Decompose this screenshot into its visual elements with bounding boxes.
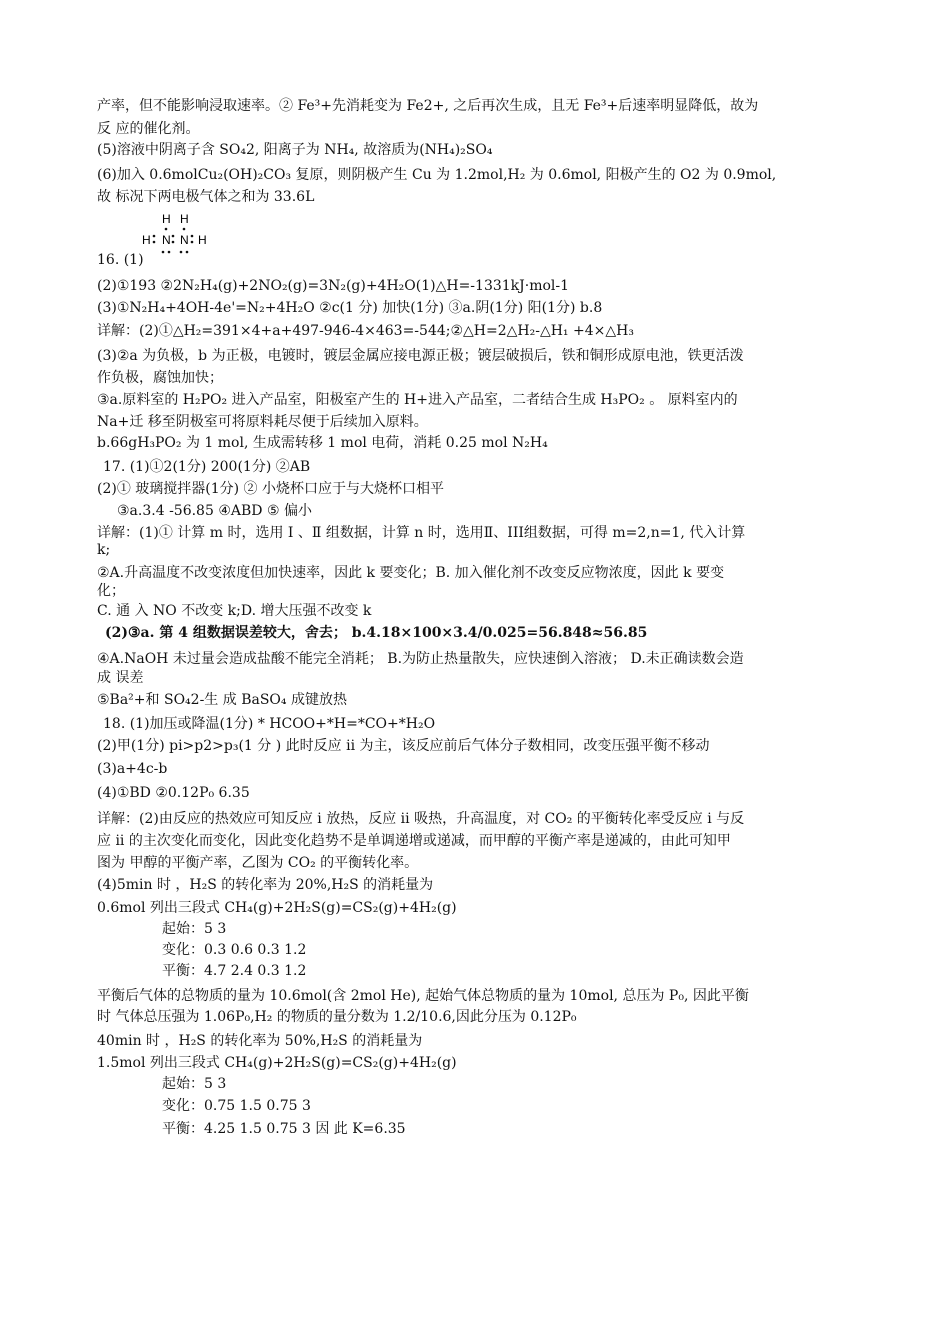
- text-line: ④A.NaOH 未过量会造成盐酸不能完全消耗； B.为防止热量散失，应快速倒入溶液； D.未正确读数会造: [97, 651, 744, 667]
- text-line: 图为 甲醇的平衡产率，乙图为 CO₂ 的平衡转化率。: [97, 855, 419, 871]
- text-line: 起始：5 3: [162, 921, 227, 937]
- text-line: 化；: [97, 583, 125, 599]
- lewis-n-left: N: [162, 233, 171, 247]
- text-line: C. 通 入 NO 不改变 k;D. 增大压强不改变 k: [97, 603, 372, 619]
- text-line: 18. (1)加压或降温(1分) * HCOO+*H=*CO+*H₂O: [103, 716, 436, 732]
- text-line: (4)5min 时 ，H₂S 的转化率为 20%,H₂S 的消耗量为: [97, 877, 434, 893]
- text-line: (2)① 玻璃搅拌器(1分) ② 小烧杯口应于与大烧杯口相平: [97, 481, 445, 497]
- text-line: (4)①BD ②0.12P₀ 6.35: [97, 785, 250, 801]
- text-line: (3)②a 为负极，b 为正极，电镀时，镀层金属应接电源正极；镀层破损后，铁和铜形成原电池，铁更活泼: [97, 348, 744, 364]
- text-line: 应 ii 的主次变化而变化，因此变化趋势不是单调递增或递减，而甲醇的平衡产率是递减的，由此可知甲: [97, 833, 731, 849]
- hydrazine-lewis-structure: [140, 210, 210, 260]
- text-line: 详解：(2)由反应的热效应可知反应 i 放热，反应 ii 吸热，升高温度，对 CO₂ 的平衡转化率受反应 i 与反: [97, 811, 745, 827]
- text-line: ②A.升高温度不改变浓度但加快速率，因此 k 要变化；B. 加入催化剂不改变反应物浓度，因此 k 要变: [97, 565, 725, 581]
- text-line: (5)溶液中阴离子含 SO₄2, 阳离子为 NH₄, 故溶质为(NH₄)₂SO₄: [97, 142, 493, 158]
- text-line: 平衡：4.7 2.4 0.3 1.2: [162, 963, 307, 979]
- lewis-h-left: H: [142, 233, 151, 247]
- text-line: 起始：5 3: [162, 1076, 227, 1092]
- text-line: 反 应的催化剂。: [97, 121, 200, 137]
- text-line: k;: [97, 542, 111, 558]
- text-line: (2)甲(1分) pi>p2>p₃(1 分 ) 此时反应 ii 为主，该反应前后气体分子数相同，改变压强平衡不移动: [97, 738, 710, 754]
- text-line: ⑤Ba²+和 SO₄2-生 成 BaSO₄ 成键放热: [97, 692, 347, 708]
- text-line: 平衡：4.25 1.5 0.75 3 因 此 K=6.35: [162, 1121, 406, 1137]
- text-line: ③a.3.4 -56.85 ④ABD ⑤ 偏小: [117, 503, 312, 519]
- text-line: 成 误差: [97, 670, 144, 686]
- text-line: 产率，但不能影响浸取速率。② Fe³+先消耗变为 Fe2+, 之后再次生成，且无 Fe³+后速率明显降低，故为: [97, 98, 759, 114]
- text-line: (6)加入 0.6molCu₂(OH)₂CO₃ 复原，则阴极产生 Cu 为 1.2mol,H₂ 为 0.6mol, 阳极产生的 O2 为 0.9mol,: [97, 167, 777, 183]
- text-line: 0.6mol 列出三段式 CH₄(g)+2H₂S(g)=CS₂(g)+4H₂(g): [97, 900, 457, 916]
- text-line: 故 标况下两电极气体之和为 33.6L: [97, 189, 315, 205]
- text-line: 详解：(2)①△H₂=391×4+a+497-946-4×463=-544;②△H=2△H₂-△H₁ +4×△H₃: [97, 323, 634, 339]
- text-line: 40min 时 ，H₂S 的转化率为 50%,H₂S 的消耗量为: [97, 1033, 423, 1049]
- text-line: 1.5mol 列出三段式 CH₄(g)+2H₂S(g)=CS₂(g)+4H₂(g): [97, 1055, 457, 1071]
- lewis-h-top-right: H: [180, 212, 189, 226]
- text-line: 变化：0.75 1.5 0.75 3: [162, 1098, 311, 1114]
- text-line: (2)①193 ②2N₂H₄(g)+2NO₂(g)=3N₂(g)+4H₂O(1)△H=-1331kJ·mol-1: [97, 278, 570, 294]
- text-line: 17. (1)①2(1分) 200(1分) ②AB: [103, 459, 311, 475]
- text-line: 详解：(1)① 计算 m 时，选用 I 、Ⅱ 组数据，计算 n 时，选用Ⅱ、III组数据，可得 m=2,n=1, 代入计算: [97, 525, 746, 541]
- text-line: 变化：0.3 0.6 0.3 1.2: [162, 942, 307, 958]
- text-line: 时 气体总压强为 1.06P₀,H₂ 的物质的量分数为 1.2/10.6,因此分压为 0.12P₀: [97, 1009, 577, 1025]
- text-line: Na+迁 移至阴极室可将原料耗尽便于后续加入原料。: [97, 414, 428, 430]
- text-line: b.66gH₃PO₂ 为 1 mol, 生成需转移 1 mol 电荷，消耗 0.25 mol N₂H₄: [97, 435, 548, 451]
- lewis-n-right: N: [180, 233, 189, 247]
- text-line: 平衡后气体的总物质的量为 10.6mol(含 2mol He), 起始气体总物质的量为 10mol, 总压为 P₀, 因此平衡: [97, 988, 749, 1004]
- text-line: (3)a+4c-b: [97, 761, 168, 777]
- text-line: 16. (1): [97, 252, 144, 268]
- text-line: (2)③a. 第 4 组数据误差较大，舍去； b.4.18×100×3.4/0.025=56.848≈56.85: [105, 625, 648, 641]
- lewis-h-right: H: [198, 233, 207, 247]
- text-line: (3)①N₂H₄+4OH-4e'=N₂+4H₂O ②c(1 分) 加快(1分) ③a.阴(1分) 阳(1分) b.8: [97, 300, 603, 316]
- lewis-h-top-left: H: [162, 212, 171, 226]
- text-line: 作负极，腐蚀加快；: [97, 370, 223, 386]
- text-line: ③a.原料室的 H₂PO₂ 进入产品室，阳极室产生的 H+进入产品室，二者结合生成 H₃PO₂ 。 原料室内的: [97, 392, 738, 408]
